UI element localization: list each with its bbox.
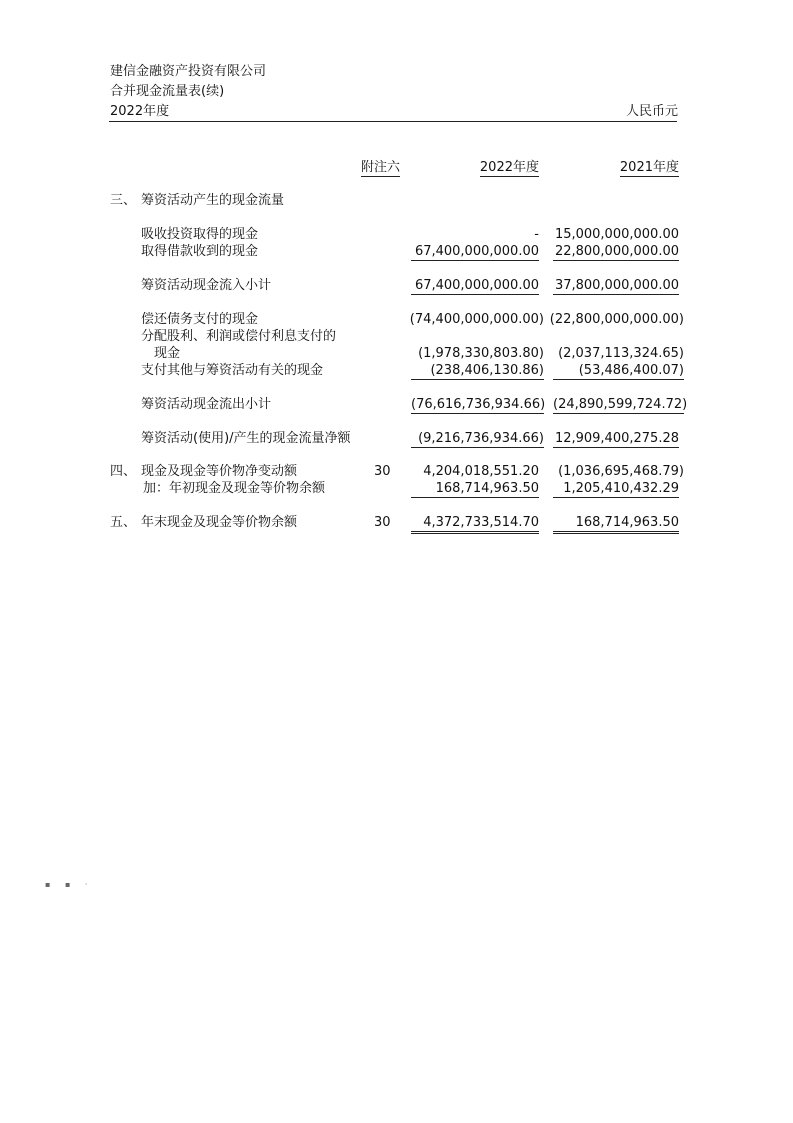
row-label: 筹资活动现金流入小计 — [141, 278, 272, 293]
value-2021: (2,037,113,324.65) — [558, 346, 684, 361]
row-label-continued: 现金 — [154, 346, 181, 361]
section-number: 四、 — [110, 464, 137, 479]
row-label: 支付其他与筹资活动有关的现金 — [141, 363, 324, 378]
section-title: 年末现金及现金等价物余额 — [141, 515, 298, 530]
value-2021: 168,714,963.50 — [553, 515, 679, 534]
value-2022: 67,400,000,000.00 — [411, 244, 539, 261]
value-2021: (24,890,599,724.72) — [553, 397, 688, 412]
section-title: 现金及现金等价物净变动额 — [141, 464, 298, 479]
value-2022: (9,216,736,934.66) — [411, 431, 544, 448]
value-2022: 168,714,963.50 — [411, 481, 539, 498]
value-2021: (1,036,695,468.79) — [558, 464, 684, 479]
value-2021: 22,800,000,000.00 — [554, 244, 679, 259]
scan-artifact: ▪ ▪ · — [45, 880, 94, 889]
section-number: 五、 — [110, 515, 137, 530]
currency-unit: 人民币元 — [625, 104, 678, 119]
company-name: 建信金融资产投资有限公司 — [110, 64, 267, 79]
row-label: 加：年初现金及现金等价物余额 — [143, 481, 326, 496]
value-2022: 67,400,000,000.00 — [411, 278, 539, 295]
note-reference: 30 — [374, 515, 391, 530]
value-2021: (22,800,000,000.00) — [549, 312, 684, 327]
row-label: 偿还债务支付的现金 — [141, 312, 259, 327]
value-2021: (53,486,400.07) — [553, 363, 684, 380]
value-2022: 4,204,018,551.20 — [423, 464, 539, 479]
row-label: 分配股利、利润或偿付利息支付的 — [141, 329, 337, 344]
row-label: 筹资活动现金流出小计 — [141, 397, 272, 412]
row-label: 筹资活动(使用)/产生的现金流量净额 — [141, 431, 351, 446]
value-2021: 1,205,410,432.29 — [553, 481, 679, 498]
section-number: 三、 — [110, 193, 137, 208]
reporting-period: 2022年度 — [110, 104, 170, 119]
row-label: 吸收投资取得的现金 — [141, 227, 259, 242]
value-2022: (1,978,330,803.80) — [418, 346, 544, 361]
statement-title: 合并现金流量表(续) — [110, 84, 225, 99]
value-2022: (238,406,130.86) — [411, 363, 544, 380]
value-2022: (74,400,000,000.00) — [409, 312, 544, 327]
section-title: 筹资活动产生的现金流量 — [141, 193, 285, 208]
value-2021: 12,909,400,275.28 — [554, 431, 679, 446]
note-column-header: 附注六 — [361, 160, 401, 175]
note-reference: 30 — [374, 464, 391, 479]
value-2022: 4,372,733,514.70 — [411, 515, 539, 534]
value-2021: 15,000,000,000.00 — [554, 227, 679, 242]
value-2022: - — [534, 227, 539, 242]
value-2022: (76,616,736,934.66) — [411, 397, 546, 412]
value-2021: 37,800,000,000.00 — [554, 278, 679, 293]
prior-year-column-header: 2021年度 — [619, 160, 679, 175]
current-year-column-header: 2022年度 — [479, 160, 539, 175]
row-label: 取得借款收到的现金 — [141, 244, 259, 259]
header-divider — [109, 121, 677, 122]
